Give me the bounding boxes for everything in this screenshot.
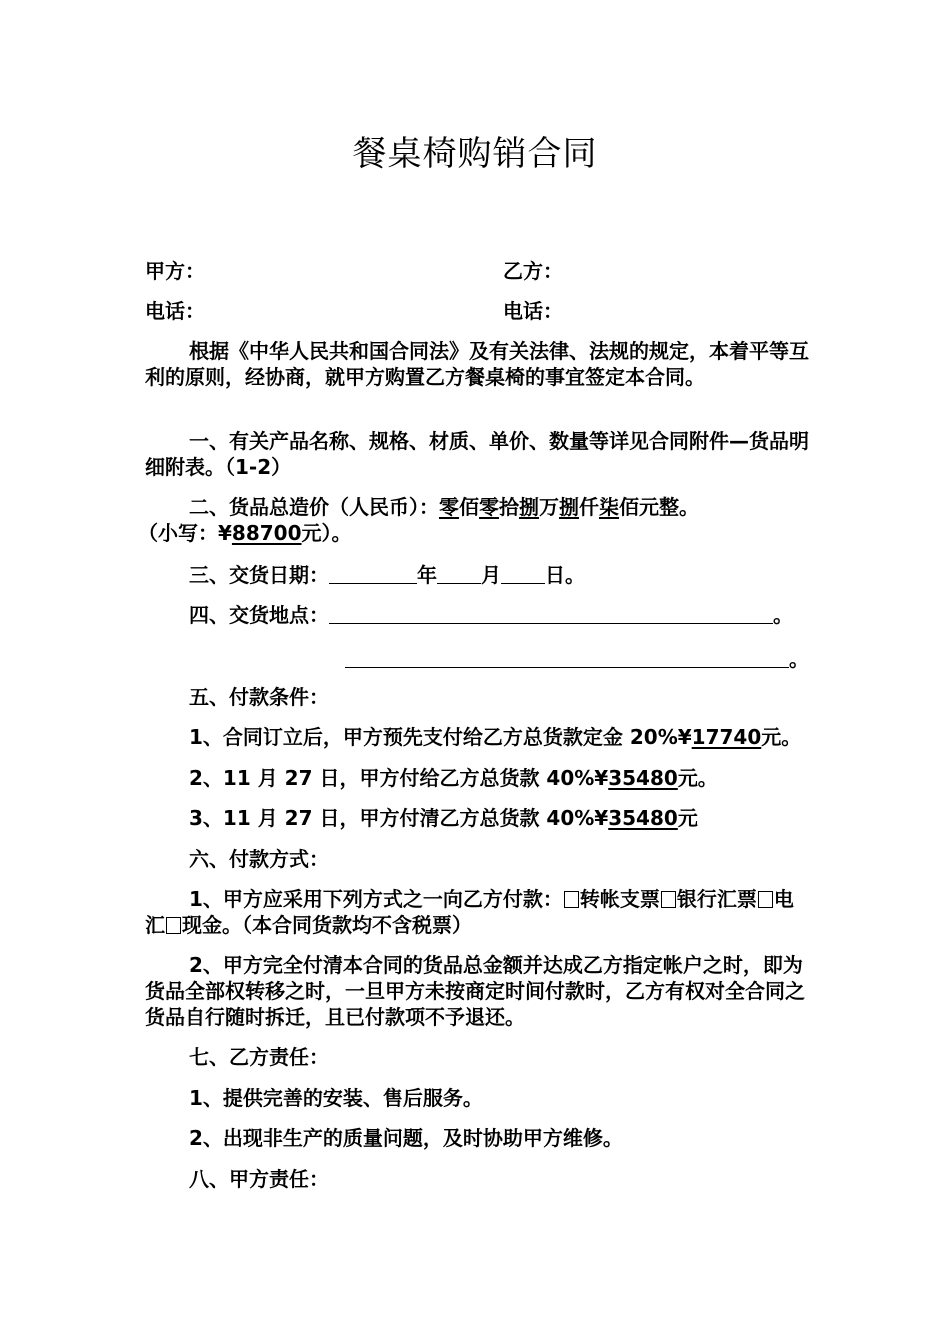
payment-term-text: 1、合同订立后，甲方预先支付给乙方总货款定金 20%¥ — [189, 725, 692, 749]
clause-2-small-amount — [138, 520, 352, 546]
payment-term-2 — [189, 765, 718, 791]
delivery-place-blank-2 — [345, 647, 789, 668]
checkbox-transfer-check[interactable] — [564, 891, 579, 908]
payment-suffix: 元 — [677, 806, 698, 830]
delivery-place-label: 四、交货地点： — [189, 603, 329, 627]
payment-amount: 35480 — [608, 806, 678, 830]
ownership-transfer-paragraph: 2、甲方完全付清本合同的货品总金额并达成乙方指定帐户之时，即为货品全部权转移之时，一旦甲方未按商定时间付款时，乙方有权对全合同之货品自行随时拆迁，且已付款项不予退还。 — [145, 953, 805, 1029]
year-blank — [329, 563, 417, 584]
clause-1: 一、有关产品名称、规格、材质、单价、数量等详见合同附件—货品明细附表。（1-2） — [145, 429, 809, 479]
payment-amount: 17740 — [691, 725, 762, 749]
period: 。 — [773, 603, 793, 627]
party-b-label: 乙方： — [503, 259, 563, 283]
option-cash: 现金。 — [182, 913, 242, 937]
month-blank — [437, 563, 481, 584]
payment-term-1 — [189, 724, 801, 750]
checkbox-cash[interactable] — [166, 917, 181, 934]
clause-2-prefix: 二、货品总造价（人民币）： — [189, 495, 439, 519]
period: 。 — [789, 647, 809, 671]
option-wire-transfer: 电汇 — [145, 887, 794, 937]
day-blank — [501, 563, 545, 584]
small-amount-value: 88700 — [231, 521, 302, 545]
clause-5-heading: 五、付款条件： — [189, 685, 329, 709]
amount-digit: 柒 — [599, 495, 619, 519]
clause-7-heading: 七、乙方责任： — [189, 1045, 329, 1069]
clause-4 — [189, 602, 793, 628]
delivery-place-blank — [329, 603, 773, 624]
payment-term-3 — [189, 805, 698, 831]
seller-duty-1: 1、提供完善的安装、售后服务。 — [189, 1086, 483, 1110]
option-bank-draft: 银行汇票 — [676, 887, 757, 911]
amount-digit: 捌 — [519, 495, 539, 519]
payment-suffix: 元。 — [677, 766, 718, 790]
party-a-label: 甲方： — [145, 259, 205, 283]
clause-6-heading: 六、付款方式： — [189, 847, 329, 871]
checkbox-wire-transfer[interactable] — [758, 891, 773, 908]
option-transfer-check: 转帐支票 — [579, 887, 660, 911]
clause-8-heading: 八、甲方责任： — [189, 1167, 329, 1191]
intro-paragraph: 根据《中华人民共和国合同法》及有关法律、法规的规定，本着平等互利的原则，经协商，就甲方购置乙方餐桌椅的事宜签定本合同。 — [145, 339, 809, 389]
document-title: 餐桌椅购销合同 — [352, 134, 598, 174]
small-prefix: （小写：¥ — [138, 521, 232, 545]
clause-2 — [145, 494, 810, 520]
payment-method-text: 1、甲方应采用下列方式之一向乙方付款： — [189, 887, 563, 911]
day-label: 日。 — [545, 563, 585, 587]
amount-unit: 拾 — [499, 495, 519, 519]
delivery-date-label: 三、交货日期： — [189, 563, 329, 587]
clause-4-line-2 — [345, 646, 809, 672]
payment-amount: 35480 — [608, 766, 678, 790]
amount-digit: 捌 — [559, 495, 579, 519]
payment-method-paragraph — [145, 886, 810, 938]
amount-unit: 佰 — [459, 495, 479, 519]
payment-suffix: 元。 — [761, 725, 802, 749]
year-label: 年 — [417, 563, 437, 587]
amount-digit: 零 — [439, 495, 459, 519]
seller-duty-2: 2、出现非生产的质量问题，及时协助甲方维修。 — [189, 1126, 623, 1150]
phone-b-label: 电话： — [503, 299, 563, 323]
payment-term-text: 2、11 月 27 日，甲方付给乙方总货款 40%¥ — [189, 766, 609, 790]
amount-digit: 零 — [479, 495, 499, 519]
payment-term-text: 3、11 月 27 日，甲方付清乙方总货款 40%¥ — [189, 806, 609, 830]
tax-note: （本合同货款均不含税票） — [242, 913, 472, 937]
amount-unit: 万 — [539, 495, 559, 519]
phone-a-label: 电话： — [145, 299, 205, 323]
amount-unit: 仟 — [579, 495, 599, 519]
month-label: 月 — [481, 563, 501, 587]
small-suffix: 元）。 — [301, 521, 352, 545]
clause-3 — [189, 562, 585, 588]
amount-unit: 佰元整。 — [619, 495, 699, 519]
checkbox-bank-draft[interactable] — [661, 891, 676, 908]
